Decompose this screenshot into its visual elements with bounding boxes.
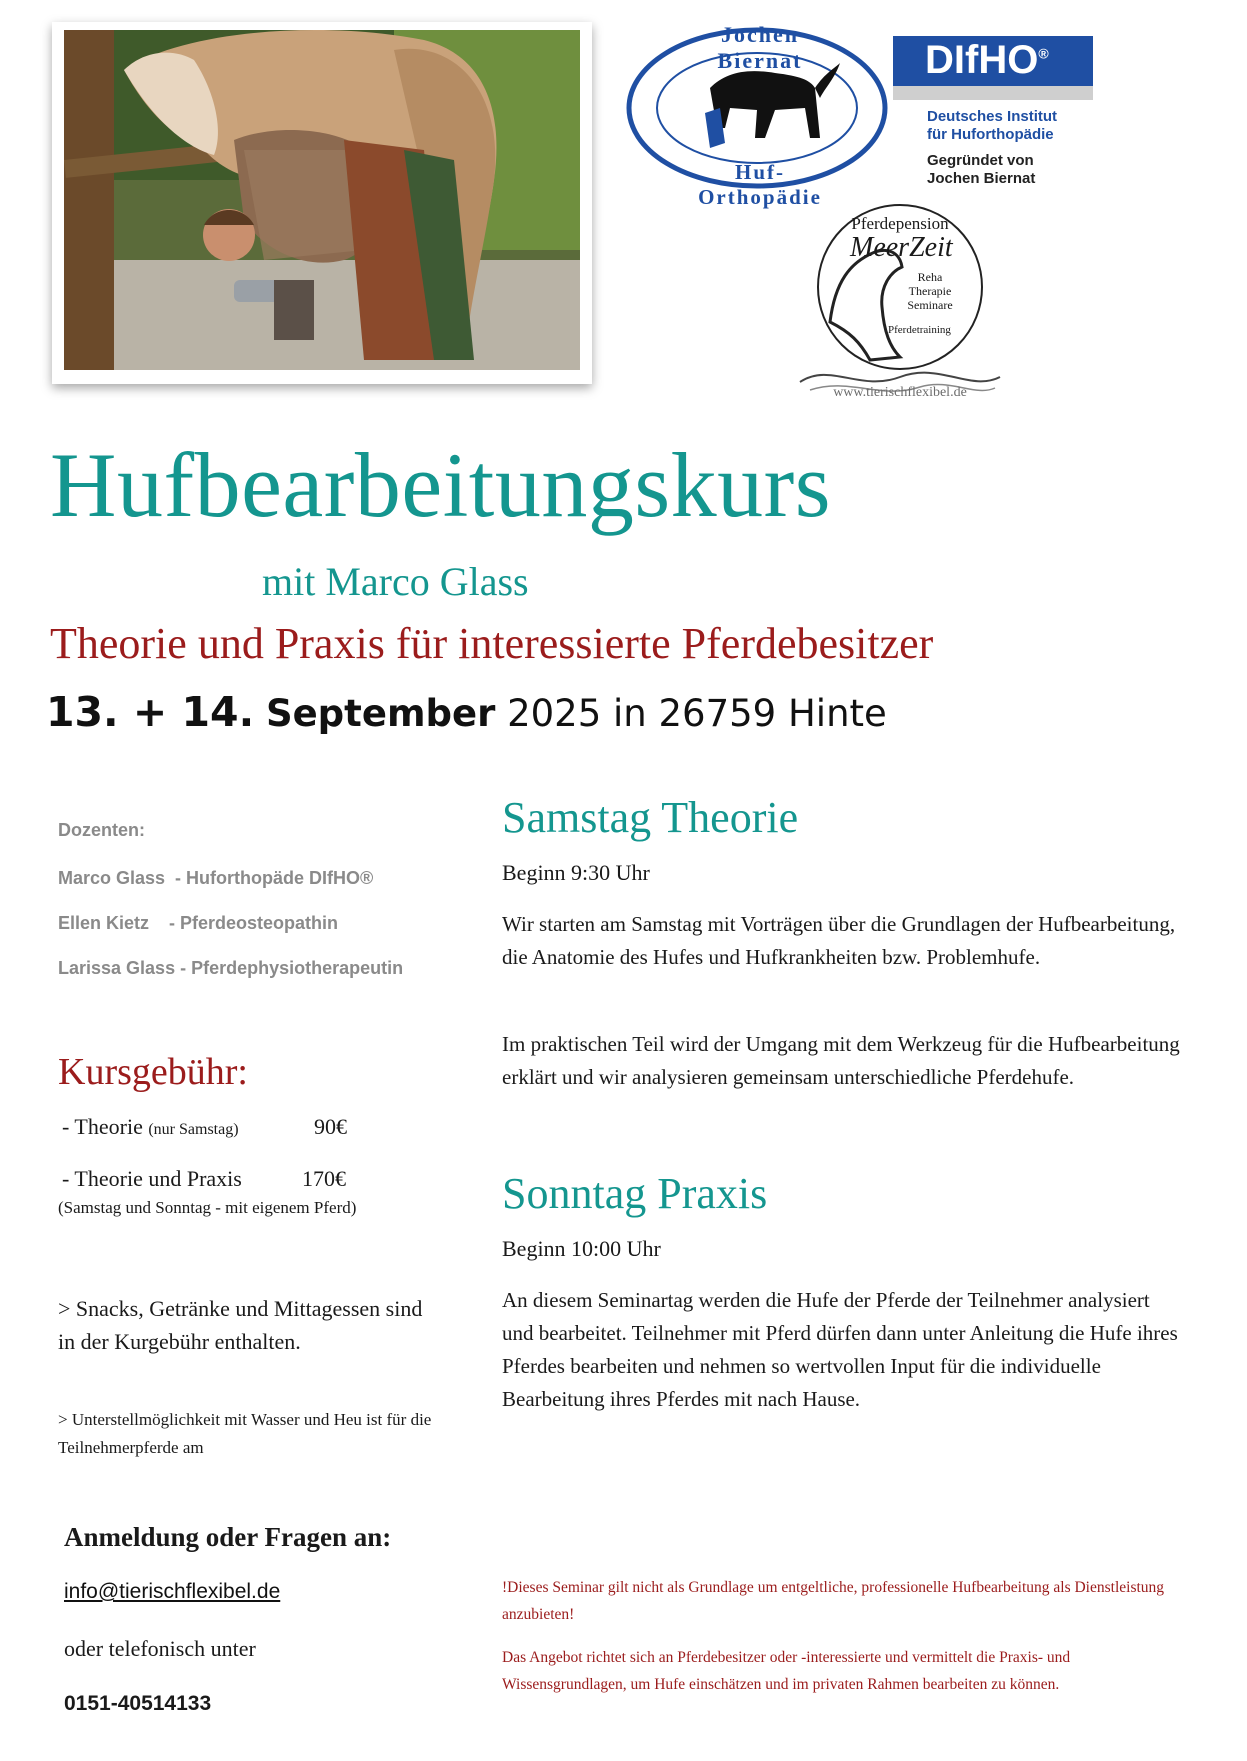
sunday-heading: Sonntag Praxis <box>502 1169 768 1218</box>
saturday-heading: Samstag Theorie <box>502 793 799 842</box>
meerzeit-top-text: Pferdepension <box>851 214 949 233</box>
difho-brand-text: DIfHO <box>925 38 1039 82</box>
page-title: Hufbearbeitungskurs <box>50 434 832 536</box>
fee-heading: Kursgebühr: <box>58 1051 248 1093</box>
fee-theory-note: (nur Samstag) <box>148 1121 239 1138</box>
fee-full <box>62 1166 346 1192</box>
contact-heading: Anmeldung oder Fragen an: <box>64 1522 392 1552</box>
meerzeit-service-therapie: Therapie <box>908 284 952 298</box>
disclaimer-1: !Dieses Seminar gilt nicht als Grundlage um entgeltliche, professionelle Hufbearbeitung als Dienstleistung anzubieten! <box>502 1579 1165 1623</box>
sunday-para: An diesem Seminartag werden die Hufe der Pferde der Teilnehmer analysiert und bearbeitet. Teilnehmer mit Pferd dürfen dann unter Anleitung die Hufe ihres Pferdes bearbeiten und nehmen so wertvollen Input für die individuelle Bearbeitung ihres Pferdes mit nach Hause. <box>502 1288 1178 1411</box>
lecturer-row: Larissa Glass - Pferdephysiotherapeutin <box>58 958 404 978</box>
fee-theory-label: - Theorie <box>62 1114 143 1139</box>
saturday-para-2: Im praktischen Teil wird der Umgang mit dem Werkzeug für die Hufbearbeitung erklärt und wir analysieren gemeinsam unterschiedliche Pferdehufe. <box>502 1032 1180 1089</box>
difho-reg-mark: ® <box>1038 45 1049 62</box>
meerzeit-service-seminare: Seminare <box>907 298 953 312</box>
saturday-para-1: Wir starten am Samstag mit Vorträgen über die Grundlagen der Hufbearbeitung, die Anatomie des Hufes und Hufkrankheiten bzw. Problemhufe. <box>502 912 1176 969</box>
lecturers-label: Dozenten: <box>58 820 145 840</box>
fee-theory-price: 90€ <box>314 1114 347 1139</box>
difho-founded-line2: Jochen Biernat <box>927 170 1036 187</box>
disclaimer-2: Das Angebot richtet sich an Pferdebesitzer oder -interessierte und vermittelt die Praxis- und Wissensgrundlagen, um Hufe einschätzen und im privaten Rahmen bearbeiten zu können. <box>502 1649 1071 1693</box>
difho-ring-bottom: Huf-Orthopädie <box>698 160 822 209</box>
meerzeit-service-reha: Reha <box>917 270 943 284</box>
event-date <box>46 688 887 736</box>
difho-founded-line1: Gegründet von <box>927 152 1034 169</box>
included-note: > Snacks, Getränke und Mittagessen sind in der Kurgebühr enthalten. <box>58 1296 423 1354</box>
meerzeit-script-text: MeerZeit <box>850 232 953 263</box>
stable-note: > Unterstellmöglichkeit mit Wasser und Heu ist für die Teilnehmerpferde am <box>58 1410 432 1457</box>
difho-ring-top: Jochen Biernat <box>717 22 803 73</box>
difho-institute-line2: für Huforthopädie <box>927 126 1054 143</box>
lecturer-row: Marco Glass - Huforthopäde DIfHO® <box>58 868 374 888</box>
event-year-location: 2025 in 26759 Hinte <box>507 692 887 735</box>
meerzeit-bottom-text: Pferdetraining <box>888 324 951 336</box>
fee-full-price: 170€ <box>302 1166 346 1191</box>
lecturer-row: Ellen Kietz - Pferdeosteopathin <box>58 913 339 933</box>
farrier-photo-image <box>64 30 580 370</box>
difho-brand <box>925 38 1049 83</box>
fee-full-note: (Samstag und Sonntag - mit eigenem Pferd) <box>58 1198 357 1217</box>
event-month: September <box>265 692 496 735</box>
difho-institute-line1: Deutsches Institut <box>927 108 1058 125</box>
event-days: 13. + 14. <box>46 688 255 736</box>
fee-theory <box>62 1114 347 1140</box>
contact-email-link[interactable]: info@tierischflexibel.de <box>64 1580 281 1603</box>
lecturers-block <box>58 820 478 980</box>
meerzeit-logo <box>790 192 1010 404</box>
farrier-photo <box>52 22 592 384</box>
website-url[interactable]: www.tierischflexibel.de <box>833 385 967 400</box>
contact-phone-intro: oder telefonisch unter <box>64 1636 256 1661</box>
saturday-begin: Beginn 9:30 Uhr <box>502 860 650 885</box>
difho-logo <box>625 18 1095 209</box>
fee-full-label: - Theorie und Praxis <box>62 1166 242 1191</box>
meerzeit-services <box>890 270 970 312</box>
sunday-begin: Beginn 10:00 Uhr <box>502 1236 661 1261</box>
tagline: Theorie und Praxis für interessierte Pferdebesitzer <box>50 619 934 668</box>
page-subtitle: mit Marco Glass <box>262 559 529 604</box>
contact-phone[interactable]: 0151-40514133 <box>64 1692 212 1715</box>
